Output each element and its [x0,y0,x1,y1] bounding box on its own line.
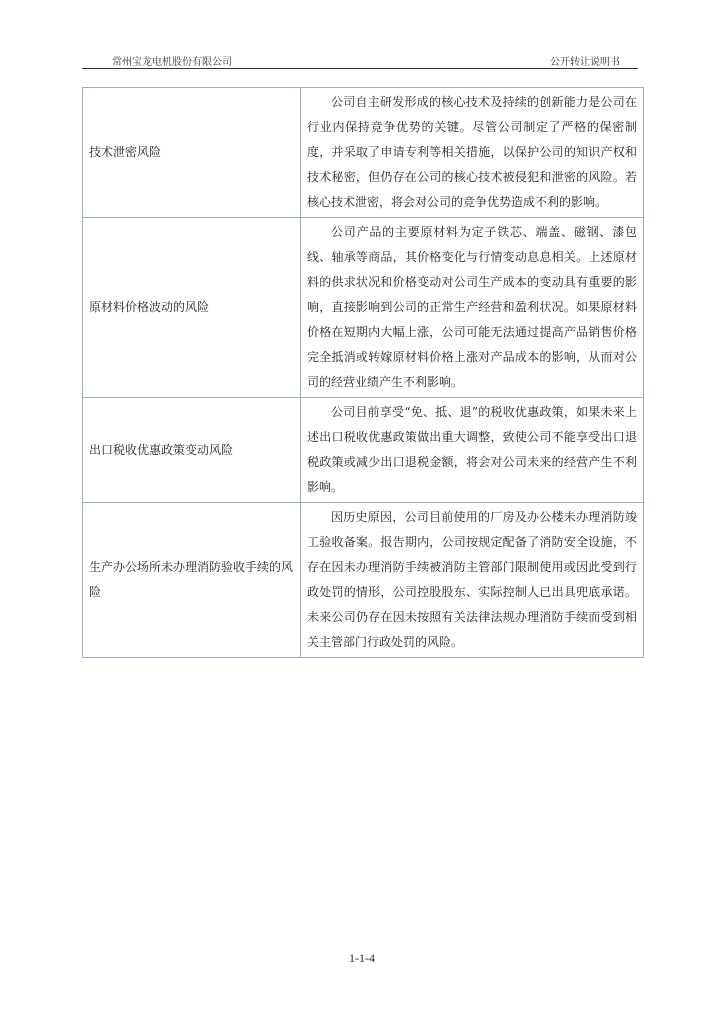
risk-description: 公司产品的主要原材料为定子铁芯、端盖、磁钢、漆包线、轴承等商品，其价格变化与行情变动息息相关。上述原材料的供求状况和价格变动对公司生产成本的变动具有重要的影响，直接影响到公司的正常生产经营和盈利状况。如果原材料价格在短期内大幅上涨，公司可能无法通过提高产品销售价格完全抵消或转嫁原材料价格上涨对产品成本的影响，从而对公司的经营业绩产生不利影响。 [301,218,644,398]
risk-description: 公司自主研发形成的核心技术及持续的创新能力是公司在行业内保持竞争优势的关键。尽管公司制定了严格的保密制度，并采取了申请专利等相关措施，以保护公司的知识产权和技术秘密，但仍存在公司的核心技术被侵犯和泄密的风险。若核心技术泄密，将会对公司的竞争优势造成不利的影响。 [301,88,644,218]
risk-name: 出口税收优惠政策变动风险 [83,398,301,503]
page-number: 1-1-4 [349,951,375,965]
table-row [83,398,644,503]
table-row [83,503,644,658]
risk-name: 原材料价格波动的风险 [83,218,301,398]
document-title: 公开转让说明书 [550,57,620,68]
table-row [83,88,644,218]
risk-table [82,87,644,658]
risk-name: 技术泄密风险 [83,88,301,218]
risk-name: 生产办公场所未办理消防验收手续的风险 [83,503,301,658]
risk-description: 因历史原因，公司目前使用的厂房及办公楼未办理消防竣工验收备案。报告期内，公司按规定配备了消防安全设施，不存在因未办理消防手续被消防主管部门限制使用或因此受到行政处罚的情形，公司控股股东、实际控制人已出具兜底承诺。未来公司仍存在因未按照有关法律法规办理消防手续而受到相关主管部门行政处罚的风险。 [301,503,644,658]
table-row [83,218,644,398]
risk-description: 公司目前享受“免、抵、退”的税收优惠政策，如果未来上述出口税收优惠政策做出重大调整，致使公司不能享受出口退税政策或减少出口退税金额，将会对公司未来的经营产生不利影响。 [301,398,644,503]
page-header [82,52,638,69]
company-name: 常州宝龙电机股份有限公司 [112,57,232,68]
